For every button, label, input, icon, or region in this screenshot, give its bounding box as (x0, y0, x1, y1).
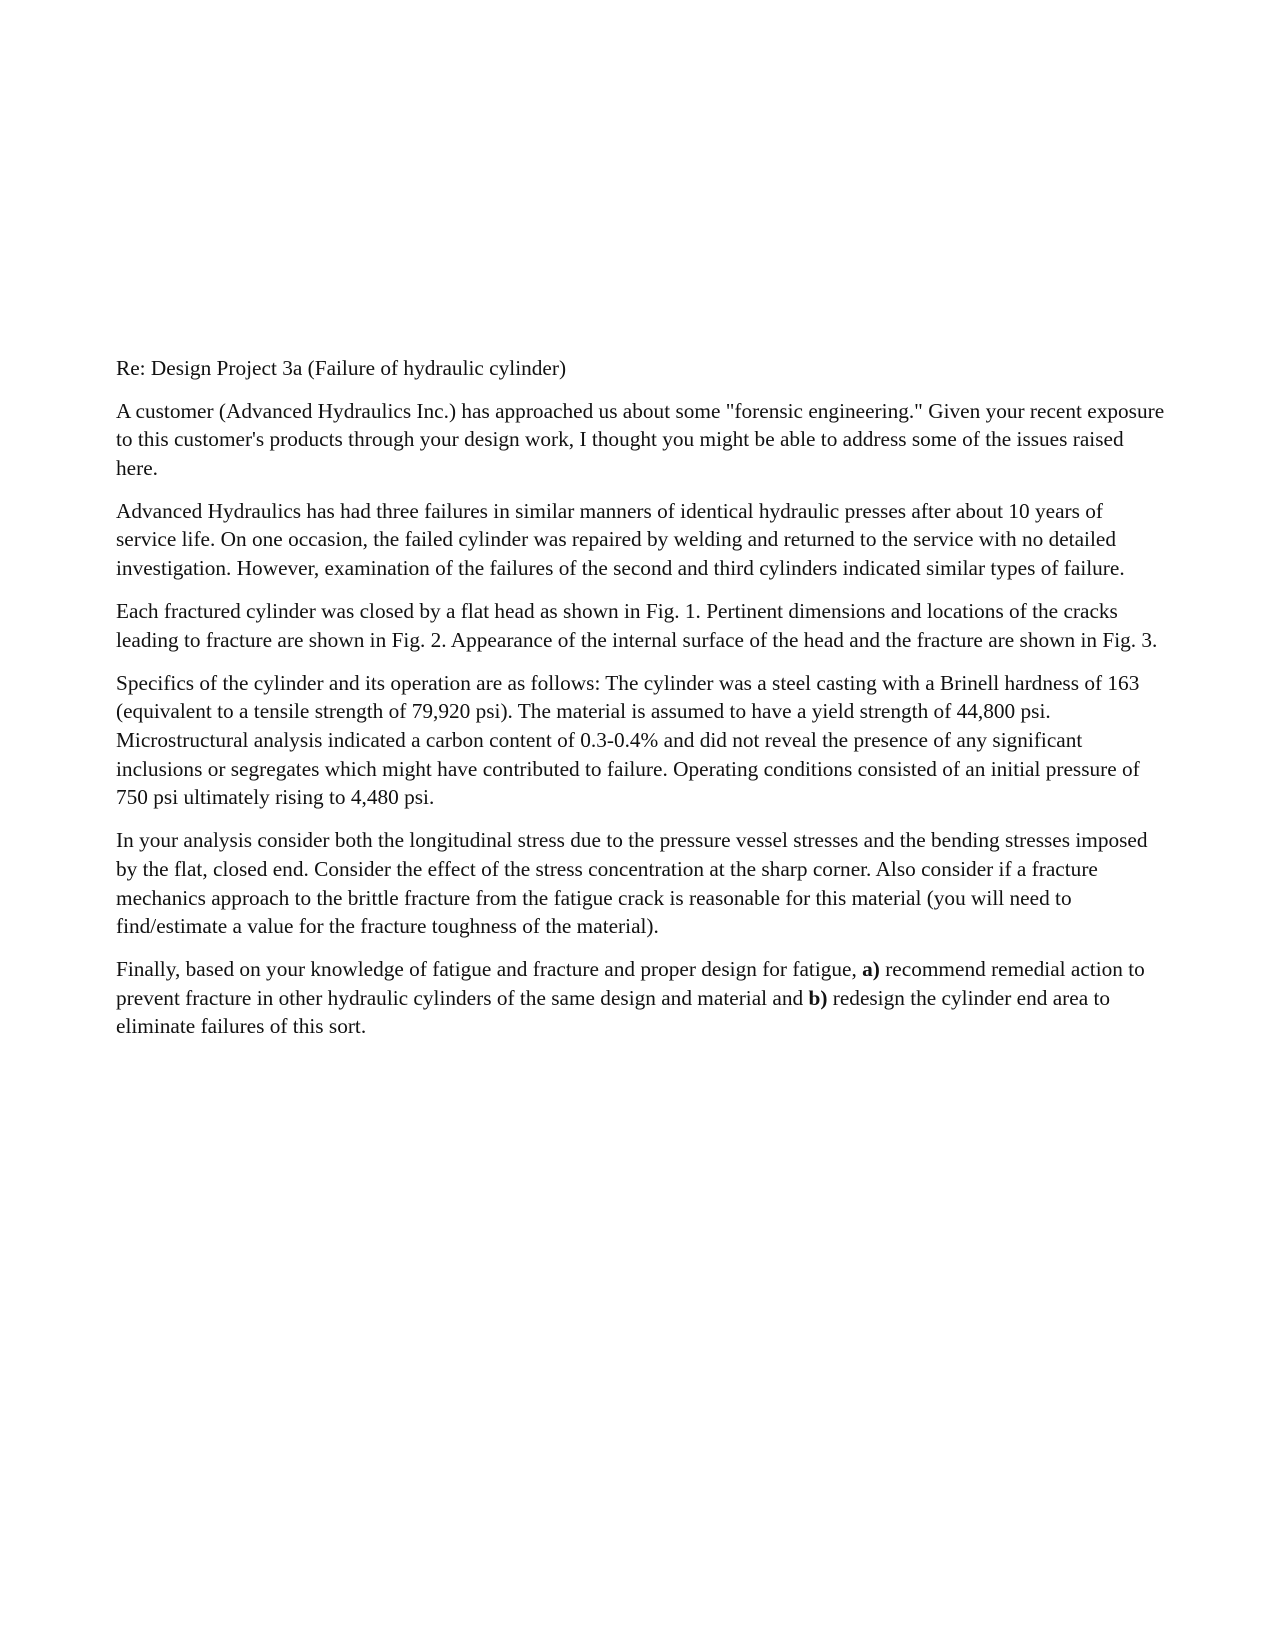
document-body (116, 354, 1168, 1055)
paragraph-failure-history: Advanced Hydraulics has had three failures in similar manners of identical hydraulic presses after about 10 years of service life. On one occasion, the failed cylinder was repaired by welding and returned to the service with no detailed investigation. However, examination of the failures of the second and third cylinders indicated similar types of failure. (116, 498, 1125, 581)
paragraph-specifics: Specifics of the cylinder and its operation are as follows: The cylinder was a steel casting with a Brinell hardness of 163 (equivalent to a tensile strength of 79,920 psi). The material is assumed to have a yield strength of 44,800 psi. Microstructural analysis indicated a carbon content of 0.3-0.4% and did not reveal the presence of any significant inclusions or segregates which might have contributed to failure. Operating conditions consisted of an initial pressure of 750 psi ultimately rising to 4,480 psi. (116, 670, 1140, 810)
final-text-3: redesign the cylinder end area to eliminate failures of this sort. (116, 985, 1111, 1039)
paragraph-figures: Each fractured cylinder was closed by a flat head as shown in Fig. 1. Pertinent dimensions and locations of the cracks leading to fracture are shown in Fig. 2. Appearance of the internal surface of the head and the fracture are shown in Fig. 3. (116, 599, 1158, 652)
final-text-1: Finally, based on your knowledge of fatigue and fracture and proper design for fatigue, (116, 957, 863, 982)
subject-line: Re: Design Project 3a (Failure of hydraulic cylinder) (116, 356, 567, 380)
label-b: b) (808, 985, 828, 1010)
label-a: a) (862, 957, 880, 982)
paragraph-analysis: In your analysis consider both the longitudinal stress due to the pressure vessel stresses and the bending stresses imposed by the flat, closed end. Consider the effect of the stress concentration at the sharp corner. Also consider if a fracture mechanics approach to the brittle fracture from the fatigue crack is reasonable for this material (you will need to find/estimate a value for the fracture toughness of the material). (116, 828, 1148, 939)
final-text-2: recommend remedial action to prevent fracture in other hydraulic cylinders of the same design and material and (116, 957, 1145, 1010)
paragraph-final (116, 955, 1168, 1041)
paragraph-intro: A customer (Advanced Hydraulics Inc.) has approached us about some "forensic engineering." Given your recent exposure to this customer's products through your design work, I thought you might be able to address some of the issues raised here. (116, 398, 1165, 480)
